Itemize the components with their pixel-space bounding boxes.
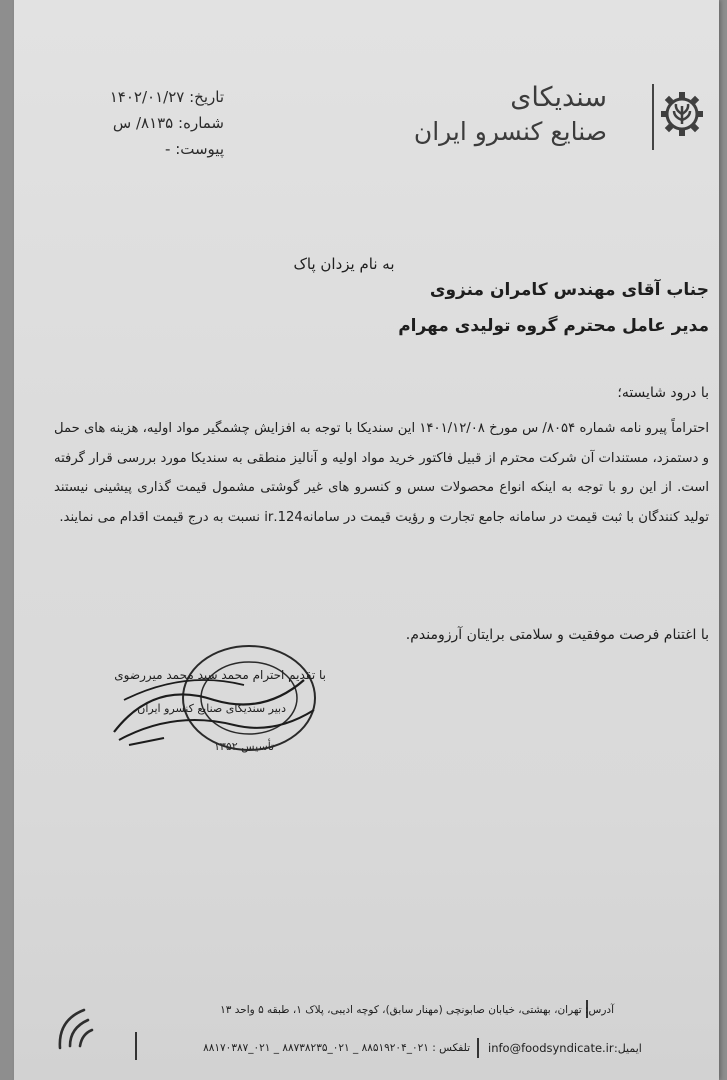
signature-line1: با تقدیم احترام محمد سید محمد میررضوی — [114, 668, 326, 682]
footer-email: info@foodsyndicate.ir — [488, 1041, 614, 1055]
footer-divider-3 — [135, 1032, 137, 1060]
number-label: شماره: — [178, 114, 224, 132]
greeting: با درود شایسته؛ — [617, 385, 709, 401]
basmala: به نام یزدان پاک — [293, 255, 395, 273]
corner-swirl-icon — [54, 1002, 100, 1052]
attachment-label: پیوست: — [175, 140, 224, 158]
letter-body: احتراماً پیرو نامه شماره ۸۰۵۴/ س مورخ ۱۴۰۱/۱۲/۰۸ این سندیکا با توجه به افزایش چشمگیر مواد اولیه، هزینه های حمل و دستمزد، مستندات آن شرکت محترم از قبیل فاکتور خرید مواد اولیه و آنالیز منطقی به سندیکا مورد بررسی قرار گرفته است. از این رو با توجه به اینکه انواع محصولات سس و کنسرو های غیر گوشتی مشمول قیمت گذاری پیشینی نیستند تولید کنندگان با ثبت قیمت در سامانه جامع تجارت و رؤیت قیمت در سامانه124.ir نسبت به درج قیمت اقدام می نمایند. — [54, 421, 710, 525]
date-value: ۱۴۰۲/۰۱/۲۷ — [109, 88, 185, 106]
footer-divider-2 — [477, 1038, 479, 1058]
logo-divider — [652, 84, 654, 150]
footer-email-label: ایمیل: — [614, 1042, 642, 1055]
signature-line2: دبیر سندیکای صنایع کنسرو ایران — [137, 702, 286, 715]
recipient-position: مدیر عامل محترم گروه تولیدی مهرام — [398, 316, 709, 336]
gear-leaf-icon — [659, 80, 705, 142]
number-value: ۸۱۳۵/ س — [112, 114, 174, 132]
date-row — [84, 88, 224, 106]
closing-line: با اغتنام فرصت موفقیت و سلامتی برایتان آرزومندم. — [405, 627, 709, 643]
logo-text-line1: سندیکای — [510, 82, 607, 113]
footer-phones: تلفکس : ۰۲۱_۸۸۵۱۹۲۰۴ _ ۰۲۱_۸۸۷۳۸۲۳۵ _ ۰۲۱_۸۸۱۷۰۳۸۷ — [203, 1042, 470, 1054]
number-row — [84, 114, 224, 132]
letter-meta — [84, 88, 224, 166]
logo-text-line2: صنایع کنسرو ایران — [413, 117, 607, 146]
letter-page — [14, 0, 719, 1080]
syndicate-logo — [413, 72, 699, 162]
footer-address: آدرس: تهران، بهشتی، خیابان صابونچی (مهنار سابق)، کوچه ادیبی، پلاک ۱، طبقه ۵ واحد ۱۳ — [220, 1004, 614, 1016]
attachment-row — [84, 140, 224, 158]
attachment-value: - — [164, 140, 171, 158]
official-stamp — [94, 640, 334, 760]
recipient-name: جناب آقای مهندس کامران منزوی — [429, 280, 709, 300]
stamp-year: ۱۳۵۲ تأسیس — [214, 740, 275, 753]
date-label: تاریخ: — [189, 88, 224, 106]
signature-block — [94, 640, 334, 760]
